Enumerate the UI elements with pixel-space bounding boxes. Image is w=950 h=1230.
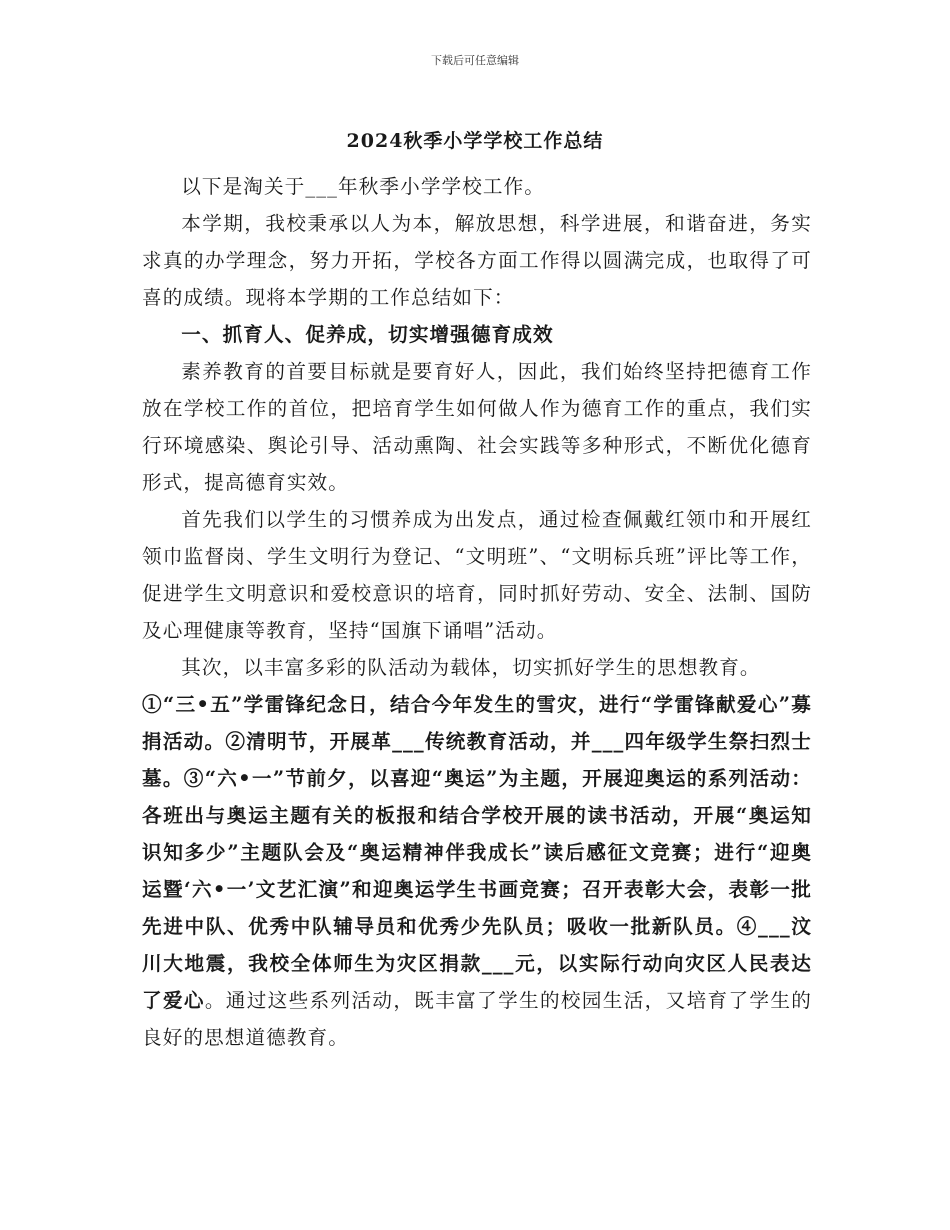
activities-list-bold: ①“三•五”学雷锋纪念日，结合今年发生的雪灾，进行“学雷锋献爱心”募捐活动。②清明节，开展革___传统教育活动，并___四年级学生祭扫烈士墓。③“六•一”节前夕，以喜迎“奥运”为主题，开展迎奥运的系列活动：各班出与奥运主题有关的板报和结合学校开展的读书活动，开展“奥运知识知多少”主题队会及“奥运精神伴我成长”读后感征文竞赛；进行“迎奥运暨‘六•一’文艺汇演”和迎奥运学生书画竞赛；召开表彰大会，表彰一批先进中队、优秀中队辅导员和优秀少先队员；吸收一批新队员。④___汶川大地震，我校全体师生为灾区捐款___元，以实际行动向灾区人民表达了爱心 xyxy=(142,693,812,1012)
section-heading: 一、抓育人、促养成，切实增强德育成效 xyxy=(181,323,554,346)
document-title: 2024秋季小学学校工作总结 xyxy=(346,130,604,152)
moral-education-paragraph: 素养教育的首要目标就是要育好人，因此，我们始终坚持把德育工作放在学校工作的首位，把培育学生如何做人作为德育工作的重点，我们实行环境感染、舆论引导、活动熏陶、社会实践等多种形式，不断优化德育形式，提高德育实效。 xyxy=(142,360,812,494)
activities-intro-paragraph: 其次，以丰富多彩的队活动为载体，切实抓好学生的思想教育。 xyxy=(181,656,761,679)
activities-list-paragraph xyxy=(142,686,812,1056)
intro-paragraph: 以下是淘关于___年秋季小学学校工作。 xyxy=(181,175,545,198)
activities-list-conclusion: 。通过这些系列活动，既丰富了学生的校园生活，又培育了学生的良好的思想道德教育。 xyxy=(142,989,812,1049)
summary-paragraph: 本学期，我校秉承以人为本，解放思想，科学进展，和谐奋进，务实求真的办学理念，努力开拓，学校各方面工作得以圆满完成，也取得了可喜的成绩。现将本学期的工作总结如下： xyxy=(142,212,812,309)
header-note: 下载后可任意编辑 xyxy=(431,54,519,67)
habits-paragraph: 首先我们以学生的习惯养成为出发点，通过检查佩戴红领巾和开展红领巾监督岗、学生文明行为登记、“文明班”、“文明标兵班”评比等工作，促进学生文明意识和爱校意识的培育，同时抓好劳动、安全、法制、国防及心理健康等教育，坚持“国旗下诵唱”活动。 xyxy=(142,508,812,642)
document-body xyxy=(142,168,812,1056)
